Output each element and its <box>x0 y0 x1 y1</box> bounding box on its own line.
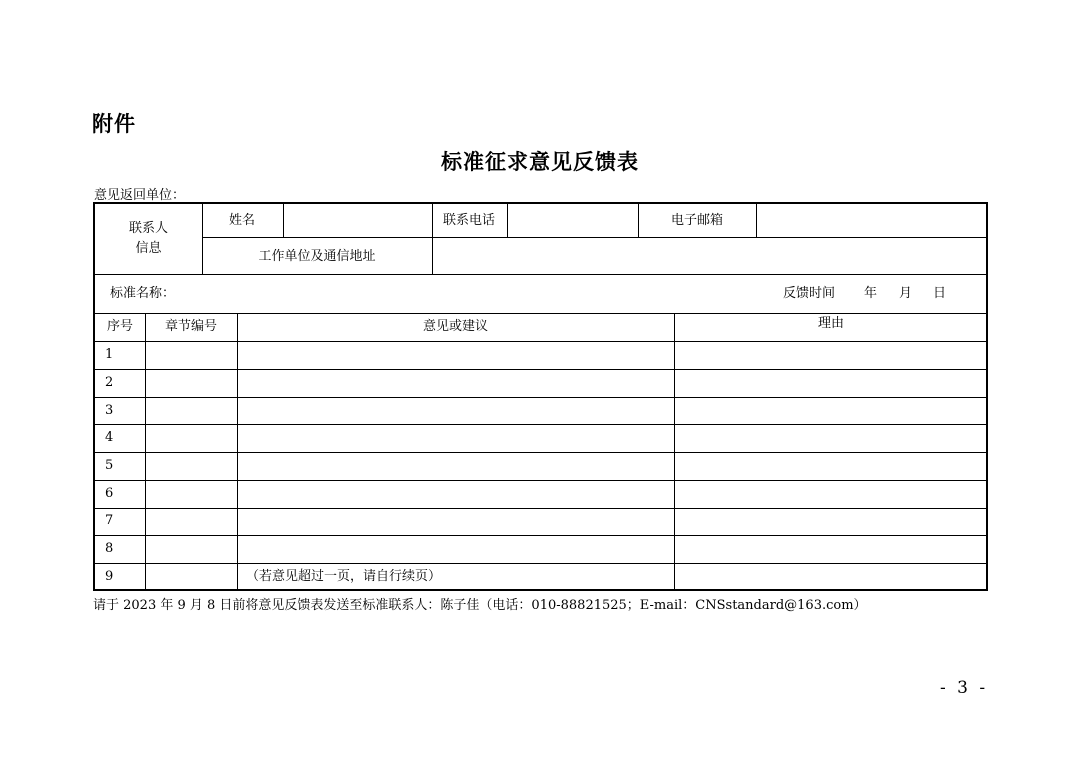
grid-line <box>95 563 988 564</box>
return-unit-label: 意见返回单位： <box>94 188 186 203</box>
contact-label-line2: 信息 <box>135 241 162 256</box>
row-number: 2 <box>105 375 114 390</box>
attachment-label: 附件 <box>92 112 136 136</box>
grid-line <box>95 452 988 453</box>
grid-line <box>95 274 988 275</box>
header-chapter: 章节编号 <box>164 319 217 334</box>
grid-line <box>237 313 238 591</box>
header-reason: 理由 <box>817 316 844 331</box>
row-number: 8 <box>105 541 114 556</box>
form-title: 标准征求意见反馈表 <box>441 149 639 174</box>
feedback-time-label: 反馈时间 <box>783 286 836 301</box>
grid-line <box>507 204 508 237</box>
grid-line <box>95 508 988 509</box>
grid-line <box>638 204 639 237</box>
grid-line <box>95 397 988 398</box>
grid-line <box>95 313 988 314</box>
footnote: 请于 2023 年 9 月 8 日前将意见反馈表发送至标准联系人：陈子佳（电话：010-88821525；E-mail：CNSstandard@163.com） <box>93 598 867 613</box>
address-label: 工作单位及通信地址 <box>258 249 376 264</box>
grid-line <box>145 313 146 591</box>
row-number: 3 <box>105 403 114 418</box>
row-number: 6 <box>105 486 114 501</box>
grid-line <box>432 204 433 274</box>
grid-line <box>95 341 988 342</box>
grid-line <box>95 535 988 536</box>
email-label: 电子邮箱 <box>671 213 724 228</box>
grid-line <box>95 369 988 370</box>
grid-line <box>674 313 675 591</box>
day-label: 日 <box>933 286 947 301</box>
grid-line <box>756 204 757 237</box>
grid-line <box>202 237 988 238</box>
row-number: 1 <box>105 347 114 362</box>
row-number: 5 <box>105 458 114 473</box>
grid-line <box>283 204 284 237</box>
year-label: 年 <box>864 286 878 301</box>
month-label: 月 <box>899 286 913 301</box>
continue-note: （若意见超过一页，请自行续页） <box>246 569 442 584</box>
standard-name-label: 标准名称： <box>110 286 176 301</box>
row-number: 9 <box>105 569 114 584</box>
name-label: 姓名 <box>229 213 256 228</box>
header-no: 序号 <box>106 319 133 334</box>
phone-label: 联系电话 <box>443 213 496 228</box>
feedback-form-table <box>93 202 988 591</box>
page-number: - 3 - <box>940 678 989 698</box>
row-number: 7 <box>105 513 114 528</box>
grid-line <box>95 480 988 481</box>
contact-label-line1: 联系人 <box>128 221 168 236</box>
grid-line <box>95 424 988 425</box>
row-number: 4 <box>105 430 114 445</box>
header-opinion: 意见或建议 <box>422 319 488 334</box>
